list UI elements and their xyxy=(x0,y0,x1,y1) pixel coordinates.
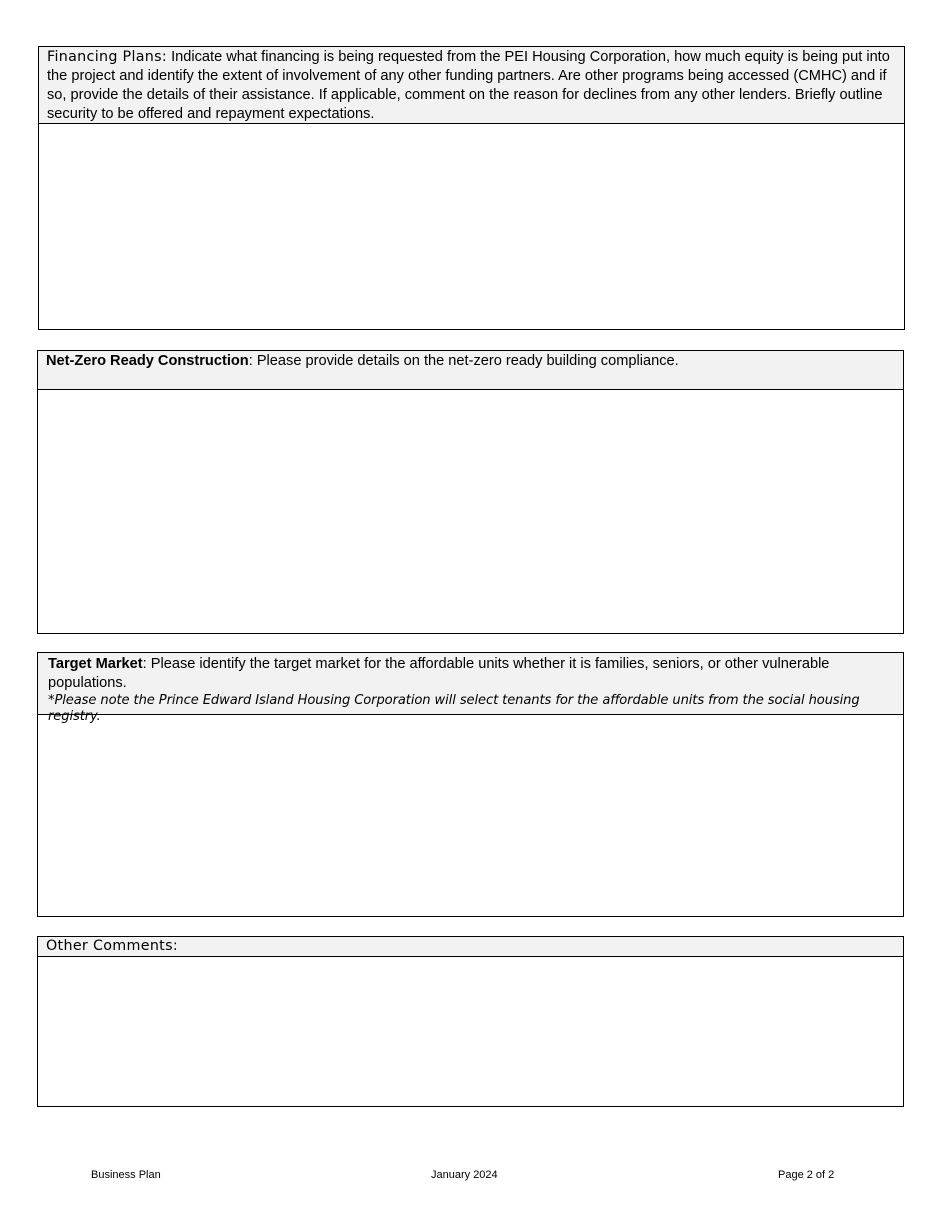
financing-plans-input[interactable] xyxy=(39,124,904,329)
footer-document-title: Business Plan xyxy=(91,1169,161,1181)
financing-plans-label: Financing Plans: xyxy=(47,49,168,65)
net-zero-input[interactable] xyxy=(38,390,903,633)
target-market-label: Target Market xyxy=(48,656,143,672)
target-market-answer-area[interactable] xyxy=(38,715,903,916)
net-zero-answer-area[interactable] xyxy=(38,390,903,633)
target-market-input[interactable] xyxy=(38,715,903,916)
financing-plans-instructions: Indicate what financing is being requested from the PEI Housing Corporation, how much equity is being put into the project and identify the extent of involvement of any other funding partners. Are other programs being accessed (CMHC) and if so, provide the details of their assistance. If applicable, comment on the reason for declines from any other lenders. Briefly outline security to be offered and repayment expectations. xyxy=(47,49,890,122)
footer-date: January 2024 xyxy=(431,1169,498,1181)
other-comments-label: Other Comments: xyxy=(46,938,178,954)
net-zero-instructions: : Please provide details on the net-zero ready building compliance. xyxy=(248,353,679,369)
target-market-section xyxy=(37,652,904,917)
target-market-note: *Please note the Prince Edward Island Housing Corporation will select tenants for the affordable units from the social housing registry. xyxy=(48,693,860,724)
net-zero-header xyxy=(38,351,903,390)
footer-page-number: Page 2 of 2 xyxy=(778,1169,835,1181)
net-zero-label: Net-Zero Ready Construction xyxy=(46,353,249,369)
net-zero-section xyxy=(37,350,904,634)
other-comments-header xyxy=(38,937,903,957)
other-comments-answer-area[interactable] xyxy=(38,957,903,1106)
other-comments-input[interactable] xyxy=(38,957,903,1106)
other-comments-section xyxy=(37,936,904,1107)
target-market-header xyxy=(38,653,903,724)
target-market-prompt xyxy=(48,655,899,693)
financing-plans-header xyxy=(39,47,904,124)
target-market-instructions: : Please identify the target market for the affordable units whether it is families, seniors, or other vulnerable populations. xyxy=(48,656,830,691)
financing-plans-section xyxy=(38,46,905,330)
financing-plans-answer-area[interactable] xyxy=(39,124,904,329)
